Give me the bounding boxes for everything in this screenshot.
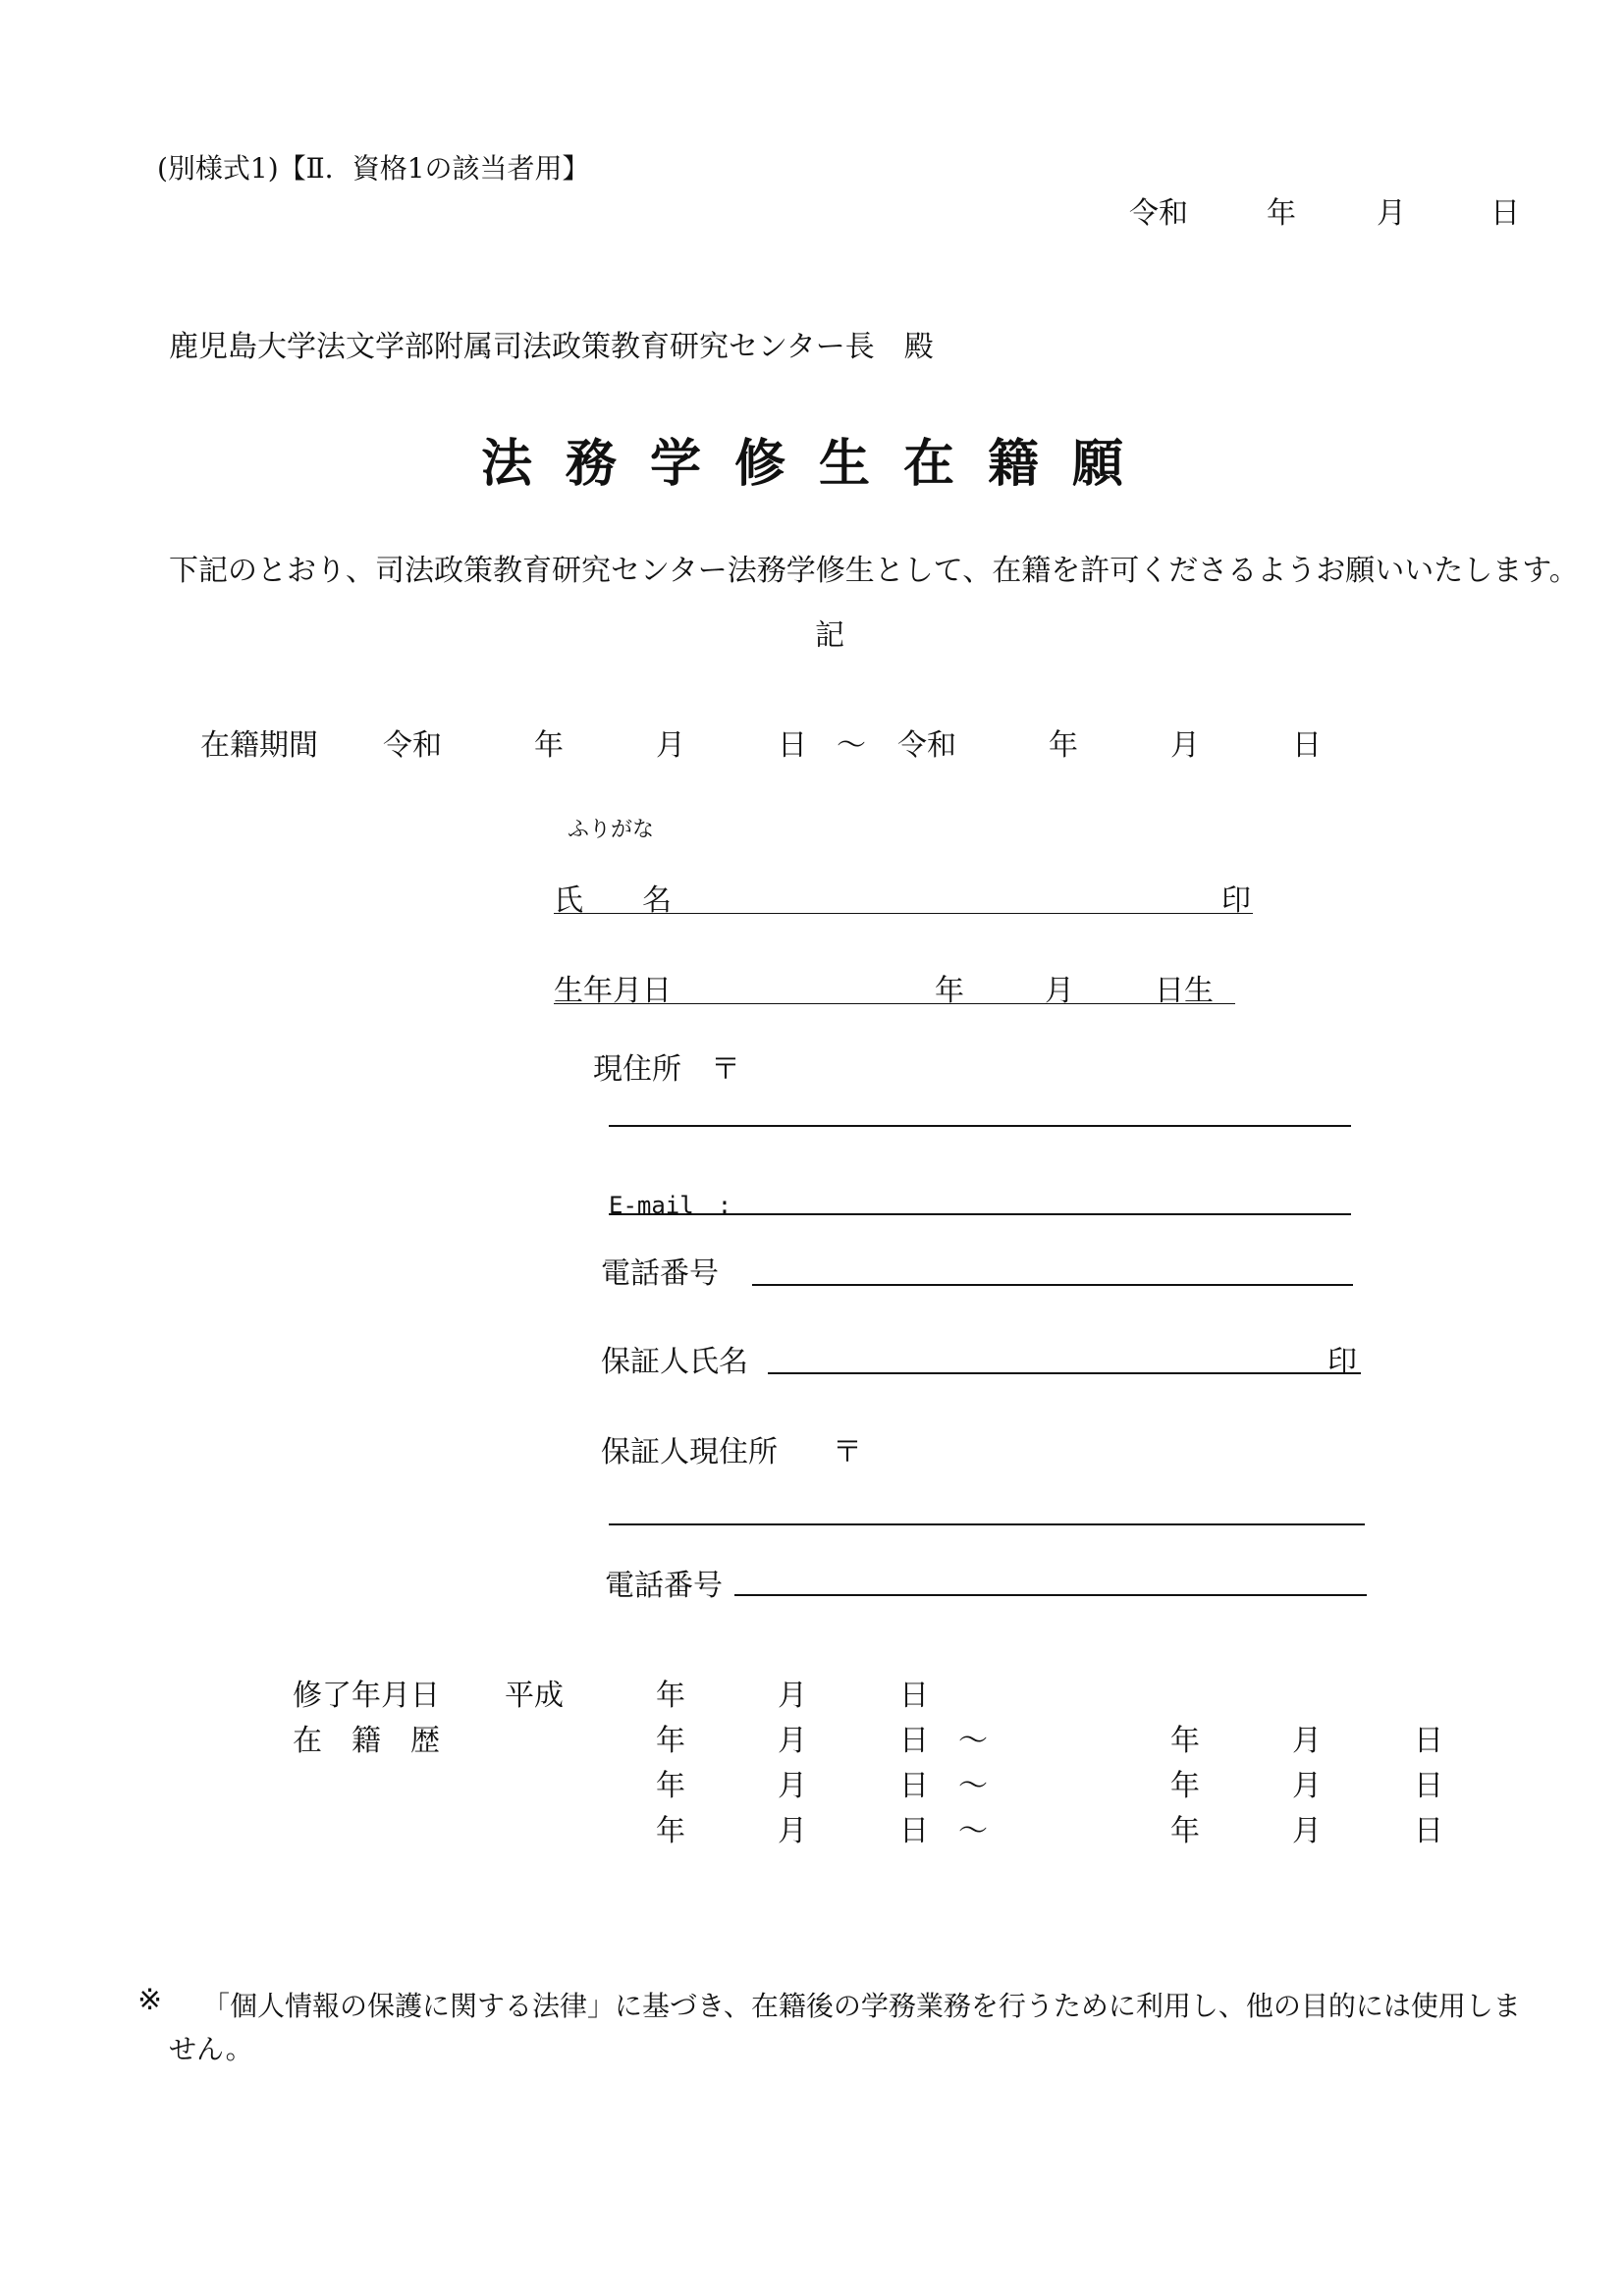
note-line-1: 「個人情報の保護に関する法律」に基づき、在籍後の学務業務を行うために利用し、他の目的には使用しま [202, 1990, 1521, 2022]
guarantor-name-field[interactable] [768, 1372, 1361, 1374]
completion-label: 修了年月日 [293, 1679, 440, 1713]
period-era-end: 令和 [897, 728, 956, 763]
ki-label: 記 [815, 618, 844, 653]
birth-month: 月 [1045, 974, 1074, 1008]
guarantor-address-field[interactable] [609, 1523, 1365, 1525]
period-start-month: 月 [656, 728, 685, 763]
completion-era: 平成 [505, 1679, 564, 1713]
guarantor-postal-mark: 〒 [833, 1435, 862, 1469]
period-label: 在籍期間 [200, 728, 318, 763]
enrollment-history-label: 在 籍 歴 [293, 1724, 440, 1758]
birthdate-field[interactable] [554, 1003, 1235, 1004]
guarantor-phone-field[interactable] [734, 1594, 1367, 1596]
history-end-year: 年 [1170, 1814, 1200, 1848]
address-label: 現住所 [593, 1052, 681, 1087]
name-label: 氏 名 [554, 883, 672, 918]
history-start-month: 月 [778, 1769, 807, 1803]
period-end-year: 年 [1049, 728, 1078, 763]
period-era-start: 令和 [383, 728, 442, 763]
addressee: 鹿児島大学法文学部附属司法政策教育研究センター長 殿 [169, 330, 934, 364]
furigana-label: ふりがな [568, 818, 655, 842]
intro-text: 下記のとおり、司法政策教育研究センター法務学修生として、在籍を許可くださるようお願いいたします。 [169, 554, 1579, 588]
note-mark: ※ [137, 1983, 163, 2017]
date-era: 令和 [1129, 196, 1188, 231]
guarantor-seal: 印 [1327, 1345, 1357, 1379]
birth-year: 年 [935, 974, 964, 1008]
document-title: 法務学修生在籍願 [481, 434, 1158, 494]
history-start-month: 月 [778, 1724, 807, 1758]
history-end-year: 年 [1170, 1769, 1200, 1803]
history-end-year: 年 [1170, 1724, 1200, 1758]
history-start-day: 日 [899, 1814, 929, 1848]
guarantor-phone-label: 電話番号 [605, 1569, 723, 1603]
history-end-day: 日 [1414, 1769, 1443, 1803]
completion-month: 月 [778, 1679, 807, 1713]
period-end-day: 日 [1292, 728, 1322, 763]
period-end-month: 月 [1170, 728, 1200, 763]
history-tilde: ～ [958, 1724, 988, 1758]
email-field[interactable] [609, 1213, 1351, 1215]
date-month: 月 [1377, 196, 1406, 231]
history-start-year: 年 [656, 1814, 685, 1848]
history-start-year: 年 [656, 1724, 685, 1758]
postal-mark: 〒 [711, 1052, 740, 1087]
history-end-month: 月 [1292, 1724, 1322, 1758]
period-tilde: ～ [837, 728, 866, 763]
history-end-month: 月 [1292, 1814, 1322, 1848]
history-start-day: 日 [899, 1724, 929, 1758]
birth-day: 日生 [1155, 974, 1214, 1008]
period-start-year: 年 [534, 728, 564, 763]
date-day: 日 [1490, 196, 1520, 231]
history-end-month: 月 [1292, 1769, 1322, 1803]
phone-field[interactable] [752, 1284, 1353, 1286]
history-tilde: ～ [958, 1814, 988, 1848]
history-end-day: 日 [1414, 1814, 1443, 1848]
address-field[interactable] [609, 1125, 1351, 1127]
phone-label: 電話番号 [601, 1256, 719, 1291]
history-end-day: 日 [1414, 1724, 1443, 1758]
date-year: 年 [1267, 196, 1296, 231]
history-start-day: 日 [899, 1769, 929, 1803]
guarantor-name-label: 保証人氏名 [601, 1345, 748, 1379]
note-line-2: せん。 [169, 2033, 253, 2065]
name-seal: 印 [1221, 883, 1251, 918]
guarantor-address-label: 保証人現住所 [601, 1435, 778, 1469]
history-start-year: 年 [656, 1769, 685, 1803]
email-label: E-mail : [609, 1192, 732, 1219]
completion-day: 日 [899, 1679, 929, 1713]
name-field[interactable] [554, 913, 1253, 914]
period-start-day: 日 [778, 728, 807, 763]
history-start-month: 月 [778, 1814, 807, 1848]
history-tilde: ～ [958, 1769, 988, 1803]
form-label: (別様式1)【Ⅱ．資格1の該当者用】 [157, 152, 590, 185]
completion-year: 年 [656, 1679, 685, 1713]
birthdate-label: 生年月日 [554, 974, 672, 1008]
